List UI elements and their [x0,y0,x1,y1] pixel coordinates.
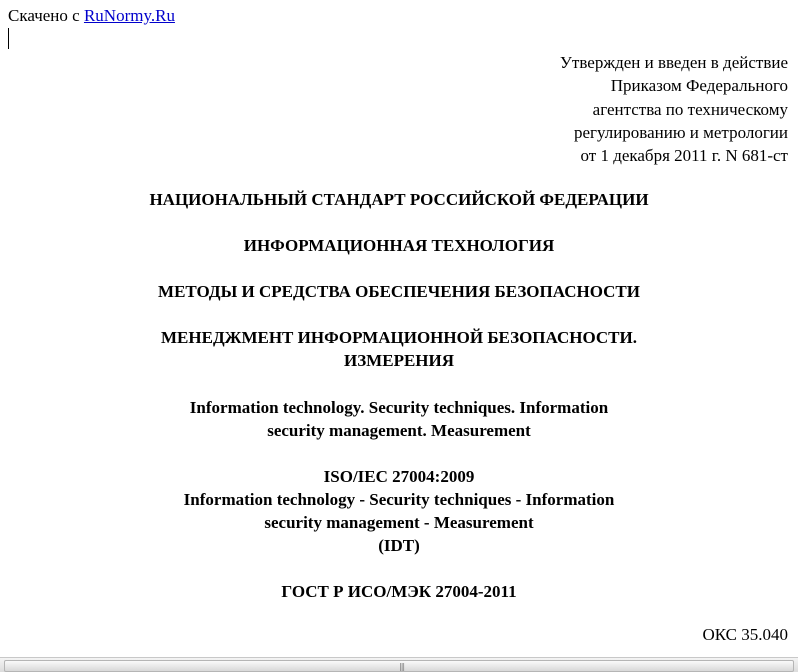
national-standard-title: НАЦИОНАЛЬНЫЙ СТАНДАРТ РОССИЙСКОЙ ФЕДЕРАЦИИ [149,190,649,209]
text-caret [8,28,9,49]
download-source-prefix: Скачено с [8,6,84,25]
management-title-line1: МЕНЕДЖМЕНТ ИНФОРМАЦИОННОЙ БЕЗОПАСНОСТИ. [161,328,637,347]
approval-line: Приказом Федерального [610,76,788,96]
approval-line: от 1 декабря 2011 г. N 681-ст [580,146,788,166]
scrollbar-thumb[interactable] [4,660,794,672]
english-title [0,396,798,442]
source-link[interactable]: RuNormy.Ru [83,6,175,25]
approval-block [368,51,788,167]
english-title-line2: security management. Measurement [267,421,531,440]
okc-code: ОКС 35.040 [702,625,788,644]
approval-line: Утвержден и введен в действие [559,53,788,72]
management-title-line2: ИЗМЕРЕНИЯ [343,351,455,370]
approval-line: регулированию и метрологии [573,122,788,142]
management-title [0,326,798,372]
idt-label: (IDT) [378,536,420,555]
info-tech-title: ИНФОРМАЦИОННАЯ ТЕХНОЛОГИЯ [243,236,555,255]
download-source-line [8,6,175,26]
english-title-line1: Information technology. Security techniques. Information [189,398,609,417]
iso-title-line1: Information technology - Security techniques - Information [183,490,615,509]
iso-block [0,465,798,557]
scrollbar-grip-icon: ||| [399,662,405,671]
methods-title: МЕТОДЫ И СРЕДСТВА ОБЕСПЕЧЕНИЯ БЕЗОПАСНОСТИ [158,282,640,301]
iso-number: ISO/IEC 27004:2009 [323,467,475,486]
approval-line: агентства по техническому [592,99,788,119]
iso-title-line2: security management - Measurement [264,513,534,532]
gost-number: ГОСТ Р ИСО/МЭК 27004-2011 [281,582,517,601]
horizontal-scrollbar[interactable] [0,657,798,672]
